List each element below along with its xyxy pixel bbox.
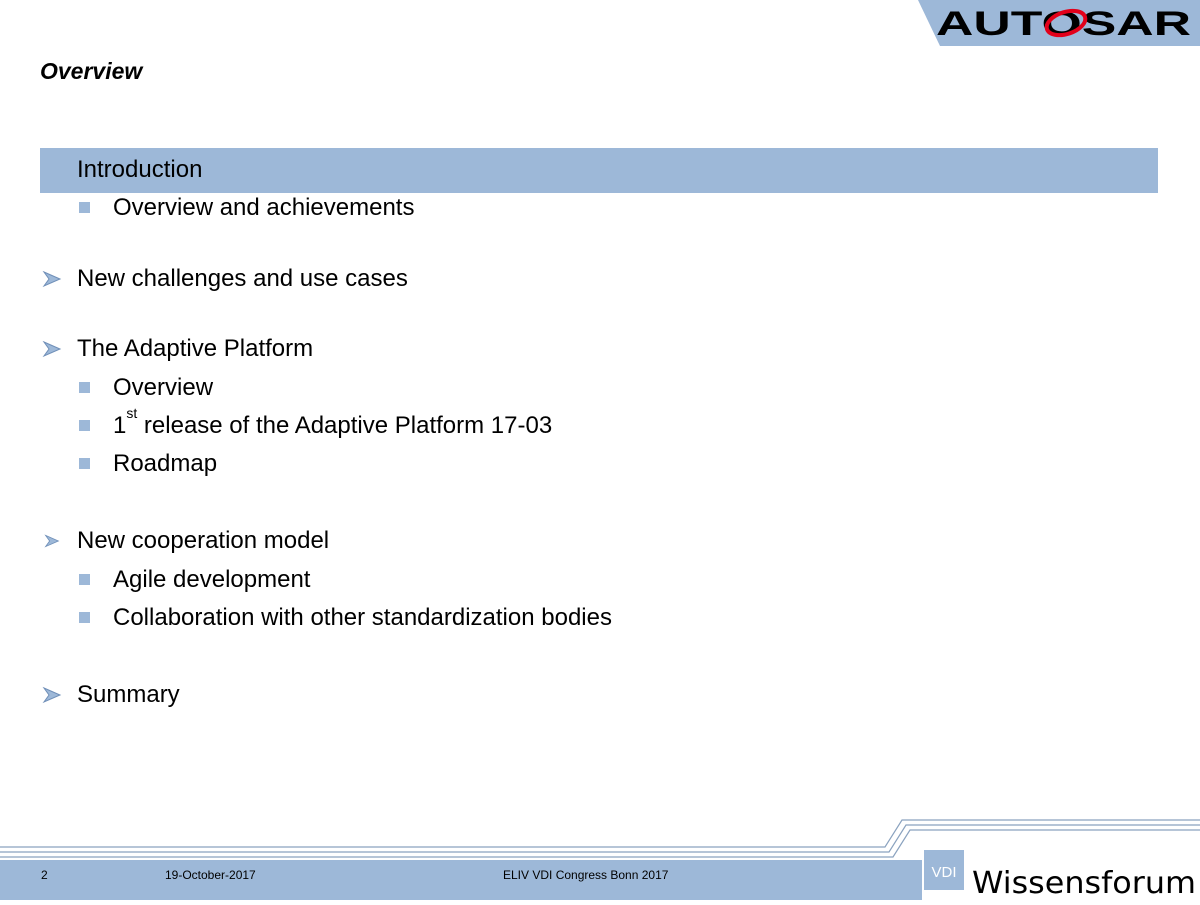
slide-title: Overview: [40, 58, 143, 84]
arrow-bullet-icon: [41, 269, 63, 289]
arrow-bullet-icon: [41, 685, 63, 705]
agenda-item-summary: [77, 680, 180, 710]
agenda-item-cooperation-model: [77, 526, 329, 556]
agenda-subitem-label: Overview and achievements: [113, 194, 415, 221]
agenda-subitem-agile-development: [113, 565, 310, 595]
page-number: 2: [41, 868, 48, 882]
square-bullet-icon: [79, 458, 90, 469]
agenda-item-label: Summary: [77, 681, 180, 708]
agenda-item-label: New cooperation model: [77, 527, 330, 554]
autosar-logo-text: AUTOSAR: [936, 5, 1191, 43]
vdi-wissensforum-logo: [922, 848, 1200, 900]
release-ordinal-suffix: st: [126, 405, 138, 421]
footer-date: 19-October-2017: [165, 868, 256, 882]
square-bullet-icon: [79, 202, 90, 213]
agenda-subitem-label: Roadmap: [113, 450, 218, 477]
release-number: 1: [113, 412, 127, 439]
autosar-logo: [918, 0, 1200, 46]
agenda-item-new-challenges: [77, 264, 408, 294]
agenda-item-adaptive-platform: [77, 334, 313, 364]
release-label: release of the Adaptive Platform 17-03: [137, 412, 553, 439]
current-section-highlight: [40, 148, 1158, 193]
vdi-logo-text: VDI: [931, 864, 957, 881]
wissensforum-text: Wissensforum: [972, 866, 1196, 900]
agenda-subitem-label: Overview: [113, 374, 214, 401]
square-bullet-icon: [79, 612, 90, 623]
arrow-bullet-icon: [43, 533, 61, 549]
agenda-subitem-collaboration: [113, 603, 612, 633]
agenda-subitem-overview-achievements: [113, 193, 414, 223]
square-bullet-icon: [79, 420, 90, 431]
arrow-bullet-icon: [41, 339, 63, 359]
agenda-item-label: New challenges and use cases: [77, 265, 408, 292]
footer-event: ELIV VDI Congress Bonn 2017: [503, 868, 669, 882]
agenda-item-introduction: [77, 155, 202, 185]
agenda-subitem-roadmap: [113, 449, 217, 479]
square-bullet-icon: [79, 574, 90, 585]
agenda-item-label: Introduction: [77, 156, 203, 183]
agenda-subitem-first-release: [113, 405, 553, 441]
agenda-item-label: The Adaptive Platform: [77, 335, 314, 362]
agenda-subitem-overview: [113, 373, 213, 403]
agenda-subitem-label: Agile development: [113, 566, 311, 593]
agenda-subitem-label: Collaboration with other standardization bodies: [113, 604, 612, 631]
square-bullet-icon: [79, 382, 90, 393]
